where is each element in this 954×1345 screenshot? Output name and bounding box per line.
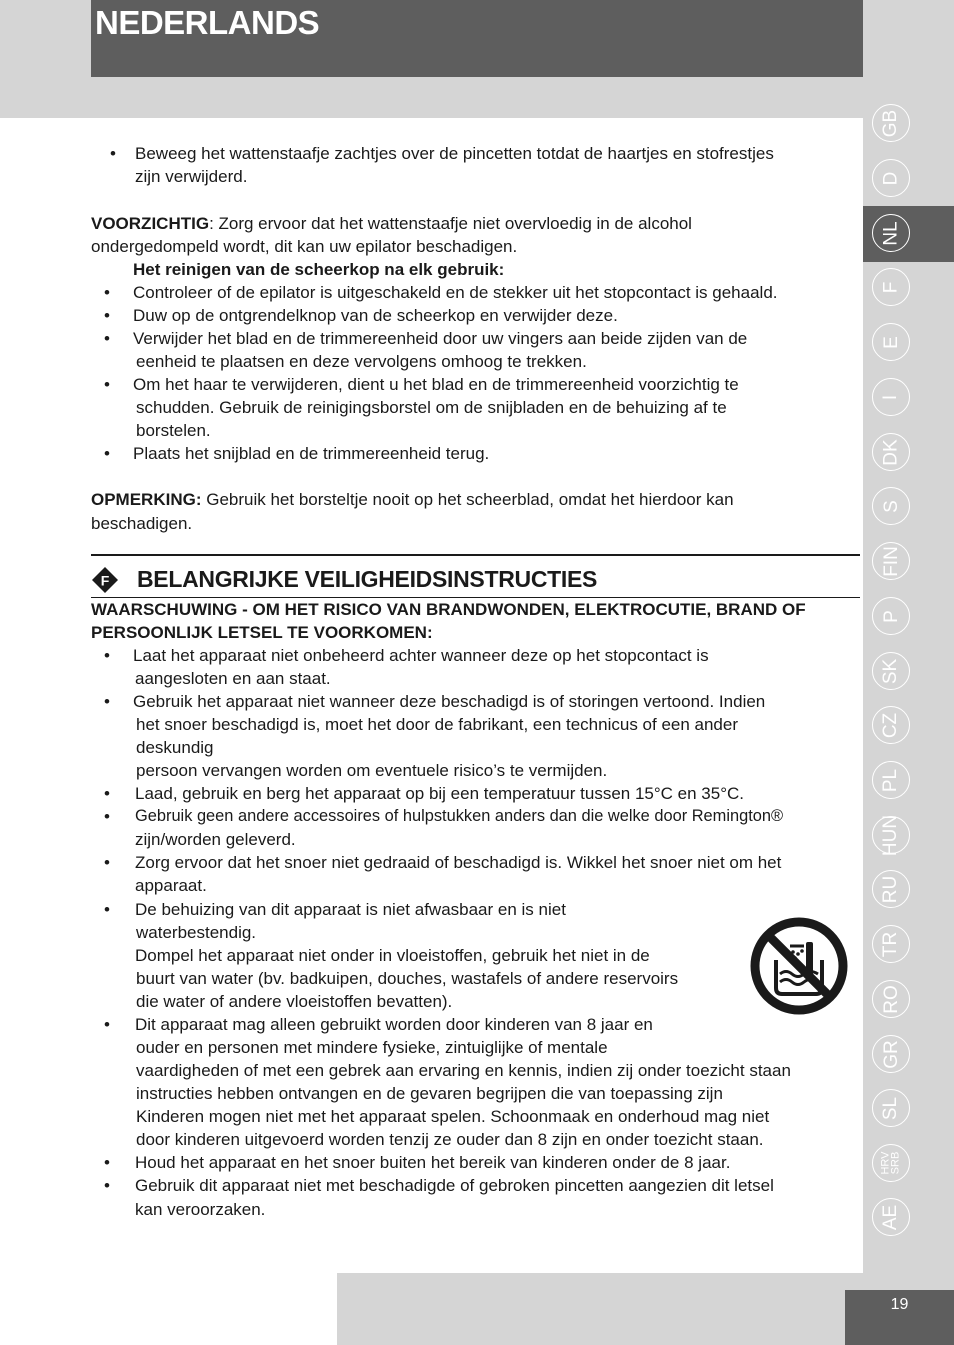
language-tab-tr[interactable] <box>872 925 910 963</box>
note-line <box>91 488 734 511</box>
bullet-dot: • <box>104 375 110 394</box>
warning-heading: WAARSCHUWING - OM HET RISICO VAN BRANDWONDEN, ELEKTROCUTIE, BRAND OF <box>91 600 806 619</box>
list-item: die water of andere vloeistoffen bevatten). <box>136 992 453 1011</box>
language-tab-label: HUN <box>880 814 902 856</box>
language-tab-label: AE <box>880 1204 902 1230</box>
list-item: instructies hebben ontvangen en de gevaren begrijpen die van toepassing zijn <box>136 1084 723 1103</box>
language-tab-s[interactable] <box>872 487 910 525</box>
bullet-dot: • <box>110 144 116 163</box>
note-text: Gebruik het borsteltje nooit op het scheerblad, omdat het hierdoor kan <box>201 490 734 509</box>
list-item: Om het haar te verwijderen, dient u het blad en de trimmereenheid voorzichtig te <box>133 375 739 394</box>
bullet-dot: • <box>104 306 110 325</box>
caution-line: ondergedompeld wordt, dit kan uw epilator beschadigen. <box>91 237 518 256</box>
list-item: kan veroorzaken. <box>135 1200 266 1219</box>
bullet-dot: • <box>104 646 110 665</box>
language-tab-label: GR <box>880 1039 902 1069</box>
language-tab-label: DK <box>880 438 902 466</box>
language-tab-fin[interactable] <box>872 542 910 580</box>
section-title: BELANGRIJKE VEILIGHEIDSINSTRUCTIES <box>137 566 598 592</box>
list-item: Plaats het snijblad en de trimmereenheid terug. <box>133 444 490 463</box>
list-item: door kinderen uitgevoerd worden tenzij ze ouder dan 8 zijn en onder toezicht staan. <box>136 1130 764 1149</box>
page-title: NEDERLANDS <box>95 4 320 41</box>
language-tab-ro[interactable] <box>872 980 910 1018</box>
language-tab-hun[interactable] <box>872 816 910 854</box>
list-item: zijn/worden geleverd. <box>135 830 296 849</box>
list-item: De behuizing van dit apparaat is niet afwasbaar en is niet <box>135 900 566 919</box>
list-item: Duw op de ontgrendelknop van de scheerkop en verwijder deze. <box>133 306 618 325</box>
bullet-dot: • <box>104 444 110 463</box>
list-item: Houd het apparaat en het snoer buiten het bereik van kinderen onder de 8 jaar. <box>135 1153 731 1172</box>
list-item: Gebruik dit apparaat niet met beschadigde of gebroken pincetten aangezien dit letsel <box>135 1176 774 1195</box>
list-item: Laat het apparaat niet onbeheerd achter wanneer deze op het stopcontact is <box>133 646 709 665</box>
list-item: het snoer beschadigd is, moet het door de fabrikant, een technicus of een ander <box>136 715 739 734</box>
language-tab-nl[interactable] <box>872 214 910 252</box>
language-tab-hrv-srb[interactable] <box>872 1144 910 1182</box>
list-item: Dit apparaat mag alleen gebruikt worden door kinderen van 8 jaar en <box>135 1015 653 1034</box>
language-tab-ru[interactable] <box>872 870 910 908</box>
list-item: Zorg ervoor dat het snoer niet gedraaid of beschadigd is. Wikkel het snoer niet om het <box>135 853 782 872</box>
language-tab-label: SL <box>880 1096 902 1120</box>
language-tab-cz[interactable] <box>872 706 910 744</box>
language-tab-gr[interactable] <box>872 1035 910 1073</box>
list-item: buurt van water (bv. badkuipen, douches, wastafels of andere reservoirs <box>136 969 679 988</box>
list-item: persoon vervangen worden om eventuele risico’s te vermijden. <box>136 761 608 780</box>
language-tab-label: E <box>880 335 902 349</box>
list-item: Gebruik het apparaat niet wanneer deze beschadigd is of storingen vertoond. Indien <box>133 692 766 711</box>
cleaning-heading: Het reinigen van de scheerkop na elk gebruik: <box>133 260 505 279</box>
list-item: waterbestendig. <box>136 923 257 942</box>
bullet-dot: • <box>104 1015 110 1034</box>
language-tab-label: TR <box>880 931 902 957</box>
language-tab-label: PL <box>880 768 902 792</box>
caution-label: VOORZICHTIG <box>91 214 210 233</box>
language-tab-label: SK <box>880 658 902 684</box>
bullet-dot: • <box>104 900 110 919</box>
language-tab-label: CZ <box>880 712 902 738</box>
warning-icon-letter: F <box>100 572 110 589</box>
bullet-dot: • <box>104 853 110 872</box>
warning-heading: PERSOONLIJK LETSEL TE VOORKOMEN: <box>91 623 433 642</box>
language-tab-label: NL <box>880 220 902 246</box>
language-tab-gb[interactable] <box>872 104 910 142</box>
list-item: Kinderen mogen niet met het apparaat spelen. Schoonmaak en onderhoud mag niet <box>136 1107 770 1126</box>
list-item: Gebruik geen andere accessoires of hulpstukken anders dan die welke door Remington® <box>135 807 784 825</box>
language-tab-label: S <box>880 499 902 513</box>
language-tab-label: F <box>880 281 902 293</box>
language-tab-ae[interactable] <box>872 1198 910 1236</box>
language-tab-d[interactable] <box>872 159 910 197</box>
page-number-box <box>845 1290 954 1345</box>
language-sidebar <box>863 96 954 1246</box>
language-tab-label: P <box>880 609 902 623</box>
language-tab-pl[interactable] <box>872 761 910 799</box>
bullet-dot: • <box>104 1153 110 1172</box>
section-rule-top <box>91 554 860 556</box>
language-tab-label: I <box>880 394 902 400</box>
list-item: eenheid te plaatsen en deze vervolgens omhoog te trekken. <box>136 352 587 371</box>
bullet-dot: • <box>104 807 110 826</box>
note-line: beschadigen. <box>91 514 193 533</box>
language-tab-label: RU <box>880 875 902 903</box>
page-number: 19 <box>890 1296 909 1313</box>
list-item: zijn verwijderd. <box>135 167 248 186</box>
list-item: Dompel het apparaat niet onder in vloeistoffen, gebruik het niet in de <box>135 946 650 965</box>
list-item: Laad, gebruik en berg het apparaat op bij een temperatuur tussen 15°C en 35°C. <box>135 784 745 803</box>
list-item: ouder en personen met mindere fysieke, zintuiglijke of mentale <box>136 1038 608 1057</box>
language-tab-label: RO <box>880 984 902 1014</box>
language-tab-dk[interactable] <box>872 433 910 471</box>
language-tab-p[interactable] <box>872 597 910 635</box>
list-item: borstelen. <box>136 421 211 440</box>
list-item: apparaat. <box>135 876 207 895</box>
caution-line <box>91 212 692 235</box>
language-tab-sk[interactable] <box>872 652 910 690</box>
header-bar <box>91 0 863 77</box>
list-item: deskundig <box>136 738 214 757</box>
list-item: Controleer of de epilator is uitgeschakeld en de stekker uit het stopcontact is gehaald. <box>133 283 778 302</box>
language-tab-sl[interactable] <box>872 1089 910 1127</box>
list-item: schudden. Gebruik de reinigingsborstel om de snijbladen en de behuizing af te <box>136 398 727 417</box>
language-tab-f[interactable] <box>872 268 910 306</box>
bullet-dot: • <box>104 692 110 711</box>
language-tab-e[interactable] <box>872 323 910 361</box>
language-tab-label: FIN <box>880 545 902 577</box>
warning-diamond-icon <box>91 566 119 594</box>
no-water-icon <box>749 916 849 1016</box>
language-tab-label: D <box>880 171 902 185</box>
list-item: Verwijder het blad en de trimmereenheid door uw vingers aan beide zijden van de <box>133 329 748 348</box>
language-tab-i[interactable] <box>872 378 910 416</box>
note-label: OPMERKING: <box>91 490 202 509</box>
list-item: vaardigheden of met een gebrek aan ervaring en kennis, indien zij onder toezicht staan <box>136 1061 791 1080</box>
list-item: Beweeg het wattenstaafje zachtjes over de pincetten totdat de haartjes en stofrestjes <box>135 144 774 163</box>
bullet-dot: • <box>104 283 110 302</box>
bullet-dot: • <box>104 784 110 803</box>
footer-white-panel <box>0 1273 337 1345</box>
caution-text: : Zorg ervoor dat het wattenstaafje niet overvloedig in de alcohol <box>209 214 692 233</box>
list-item: aangesloten en aan staat. <box>135 669 331 688</box>
bullet-dot: • <box>104 1176 110 1195</box>
language-tab-label: GB <box>880 109 902 137</box>
bullet-dot: • <box>104 329 110 348</box>
language-tab-label: HRV SRB <box>880 1151 902 1175</box>
